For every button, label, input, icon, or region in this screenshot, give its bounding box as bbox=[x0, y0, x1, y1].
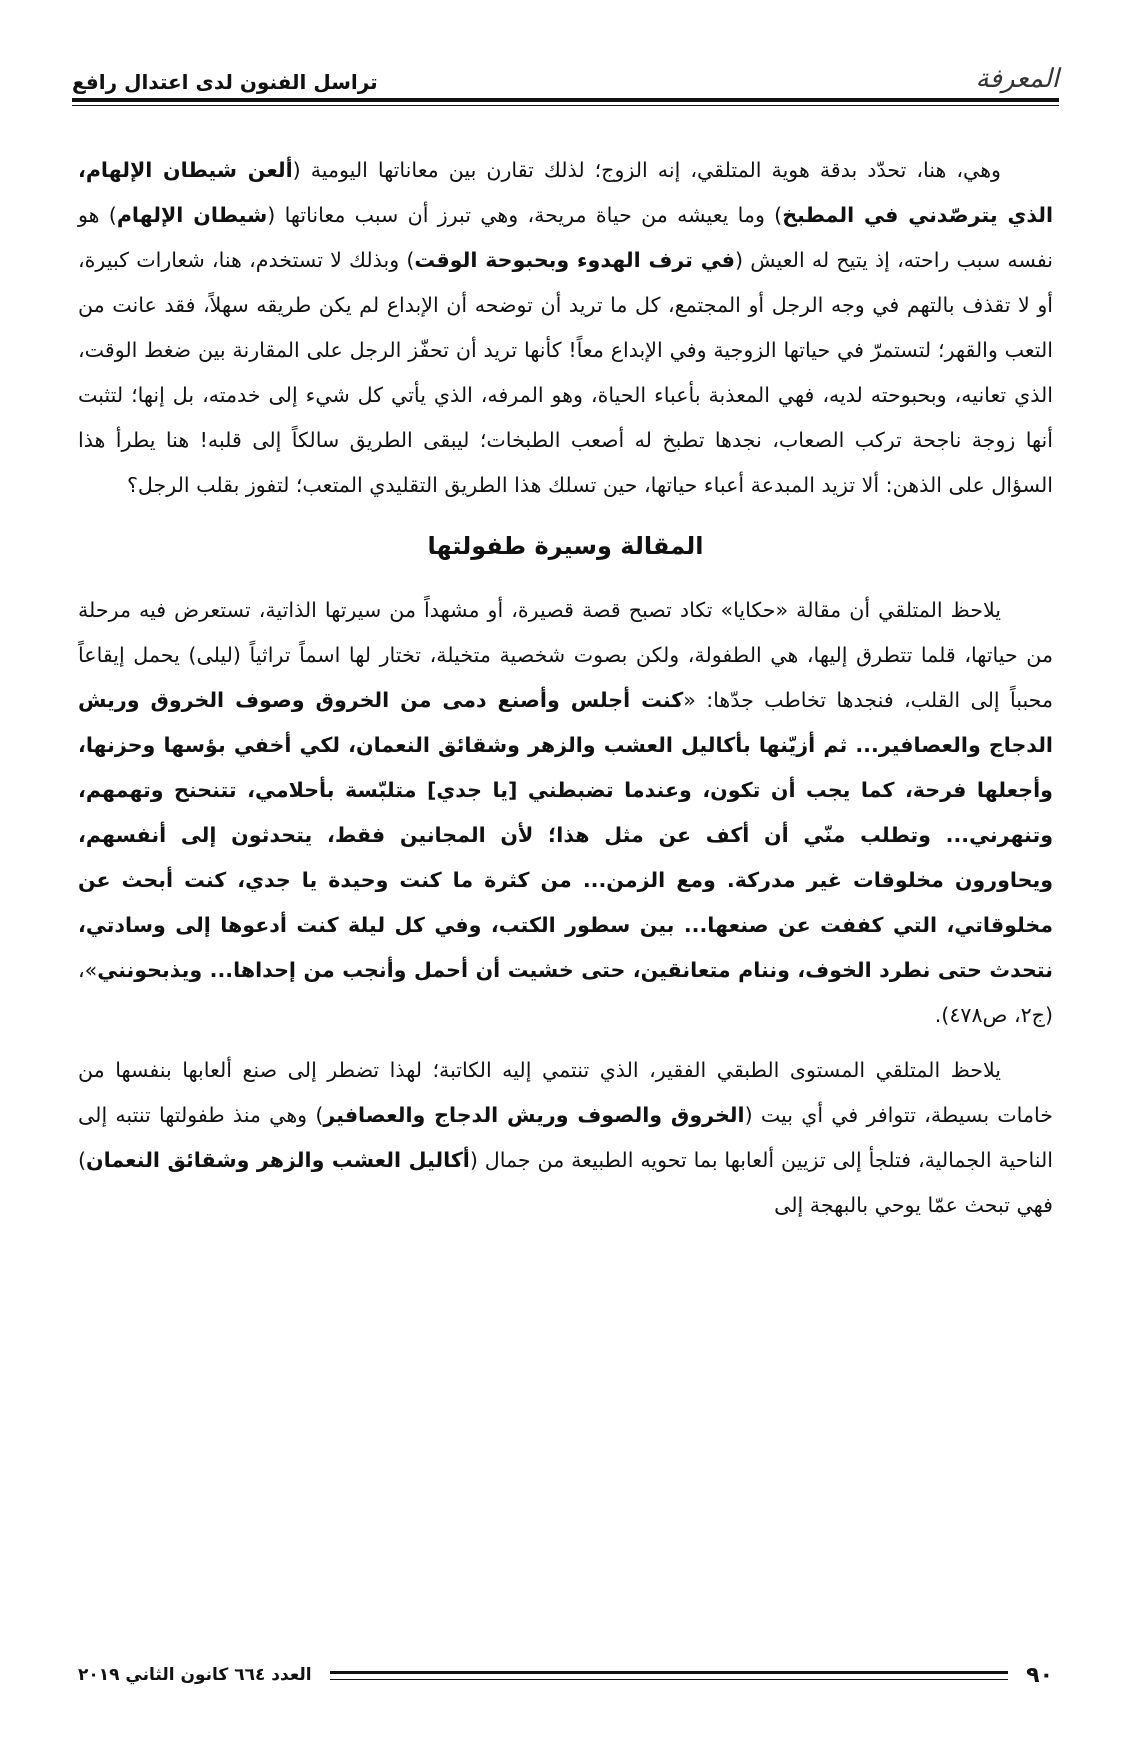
page-number: ٩٠ bbox=[1026, 1662, 1053, 1688]
article-body bbox=[78, 148, 1053, 1238]
bold-quote: أكاليل العشب والزهر وشقائق النعمان bbox=[86, 1148, 470, 1172]
paragraph-2 bbox=[78, 588, 1053, 1038]
text-run: ) هو نفسه سبب راحته، إذ يتيح له العيش ( bbox=[78, 203, 1053, 272]
text-run: ) وهي منذ طفولتها تنتبه إلى الناحية الجمالية، فتلجأ إلى تزيين ألعابها بما تحويه الطبيعة من جمال ( bbox=[78, 1103, 1053, 1172]
magazine-logo: المعرفة bbox=[975, 64, 1059, 94]
text-run: ) وبذلك لا تستخدم، هنا، شعارات كبيرة، أو لا تقذف بالتهم في وجه الرجل أو المجتمع، كل ما تريد أن توضحه أن الإبداع لم يكن طريقه سهلاً، فقد عانت من التعب والقهر؛ لتستمرّ في حياتها الزوجية وفي الإبداع معاً! كأنها تريد أن تحفّز الرجل على المقارنة بين ضغط الوقت، الذي تعانيه، وبحبوحته لديه، فهي المعذبة بأعباء الحياة، وهو المرفه، الذي يأتي كل شيء إلى خدمته، بل إنها؛ لتثبت أنها زوجة ناجحة تركب الصعاب، نجدها تطبخ له أصعب الطبخات؛ ليبقى الطريق سالكاً إلى قلبه! هنا يطرأ هذا السؤال على الذهن: ألا تزيد المبدعة أعباء حياتها، حين تسلك هذا الطريق التقليدي المتعب؛ لتفوز بقلب الرجل؟ bbox=[78, 248, 1053, 497]
paragraph-3 bbox=[78, 1048, 1053, 1228]
text-run: »، (ج٢، ص٤٧٨). bbox=[78, 958, 1053, 1027]
bold-quote: ألعن شيطان الإلهام، الذي يترصّدني في المطبخ bbox=[78, 158, 1054, 227]
text-run: يلاحظ المتلقي أن مقالة «حكايا» تكاد تصبح قصة قصيرة، أو مشهداً من سيرتها الذاتية، تستعرض فيه مرحلة من حياتها، قلما تتطرق إليها، هي الطفولة، ولكن بصوت شخصية متخيلة، تختار لها اسماً تراثياً (ليلى) يحمل إيقاعاً محبباً إلى القلب، فنجدها تخاطب جدّها: « bbox=[78, 598, 1053, 712]
text-run: ) وما يعيشه من حياة مريحة، وهي تبرز أن سبب معاناتها ( bbox=[267, 203, 783, 227]
text-run: ) فهي تبحث عمّا يوحي بالبهجة إلى bbox=[78, 1148, 1053, 1217]
running-title: تراسل الفنون لدى اعتدال رافع bbox=[72, 70, 378, 94]
footer-rule bbox=[330, 1671, 1009, 1680]
text-run: وهي، هنا، تحدّد بدقة هوية المتلقي، إنه الزوج؛ لذلك تقارن بين معاناتها اليومية ( bbox=[292, 158, 1001, 182]
text-run: يلاحظ المتلقي المستوى الطبقي الفقير، الذي تنتمي إليه الكاتبة؛ لهذا تضطر إلى صنع ألعابها بنفسها من خامات بسيطة، تتوافر في أي بيت ( bbox=[78, 1058, 1053, 1127]
header-rule-thick bbox=[72, 98, 1059, 102]
page-header bbox=[72, 48, 1059, 94]
bold-quote: كنت أجلس وأصنع دمى من الخروق وصوف الخروق وريش الدجاج والعصافير... ثم أزيّنها بأكاليل العشب والزهر وشقائق النعمان، لكي أخفي بؤسها وحزنها، وأجعلها فرحة، كما يجب أن تكون، وعندما تضبطني [يا جدي] متلبّسة بأحلامي، تتنحنح وتهمهم، وتنهرني... وتطلب منّي أن أكف عن مثل هذا؛ لأن المجانين فقط، يتحدثون إلى أنفسهم، ويحاورون مخلوقات غير مدركة. ومع الزمن... من كثرة ما كنت وحيدة يا جدي، كنت أبحث عن مخلوقاتي، التي كففت عن صنعها... بين سطور الكتب، وفي كل ليلة كنت أدعوها إلى وسادتي، نتحدث حتى نطرد الخوف، وننام متعانقين، حتى خشيت أن أحمل وأنجب من إحداها... ويذبحونني bbox=[78, 688, 1053, 982]
paragraph-1 bbox=[78, 148, 1053, 508]
bold-quote: شيطان الإلهام bbox=[116, 203, 268, 227]
bold-quote: الخروق والصوف وريش الدجاج والعصافير bbox=[323, 1103, 745, 1127]
bold-quote: في ترف الهدوء وبحبوحة الوقت bbox=[414, 248, 736, 272]
issue-label: العدد ٦٦٤ كانون الثاني ٢٠١٩ bbox=[78, 1665, 312, 1685]
page-footer bbox=[78, 1660, 1053, 1690]
section-title: المقالة وسيرة طفولتها bbox=[427, 532, 704, 560]
header-rule-thin bbox=[72, 105, 1059, 106]
